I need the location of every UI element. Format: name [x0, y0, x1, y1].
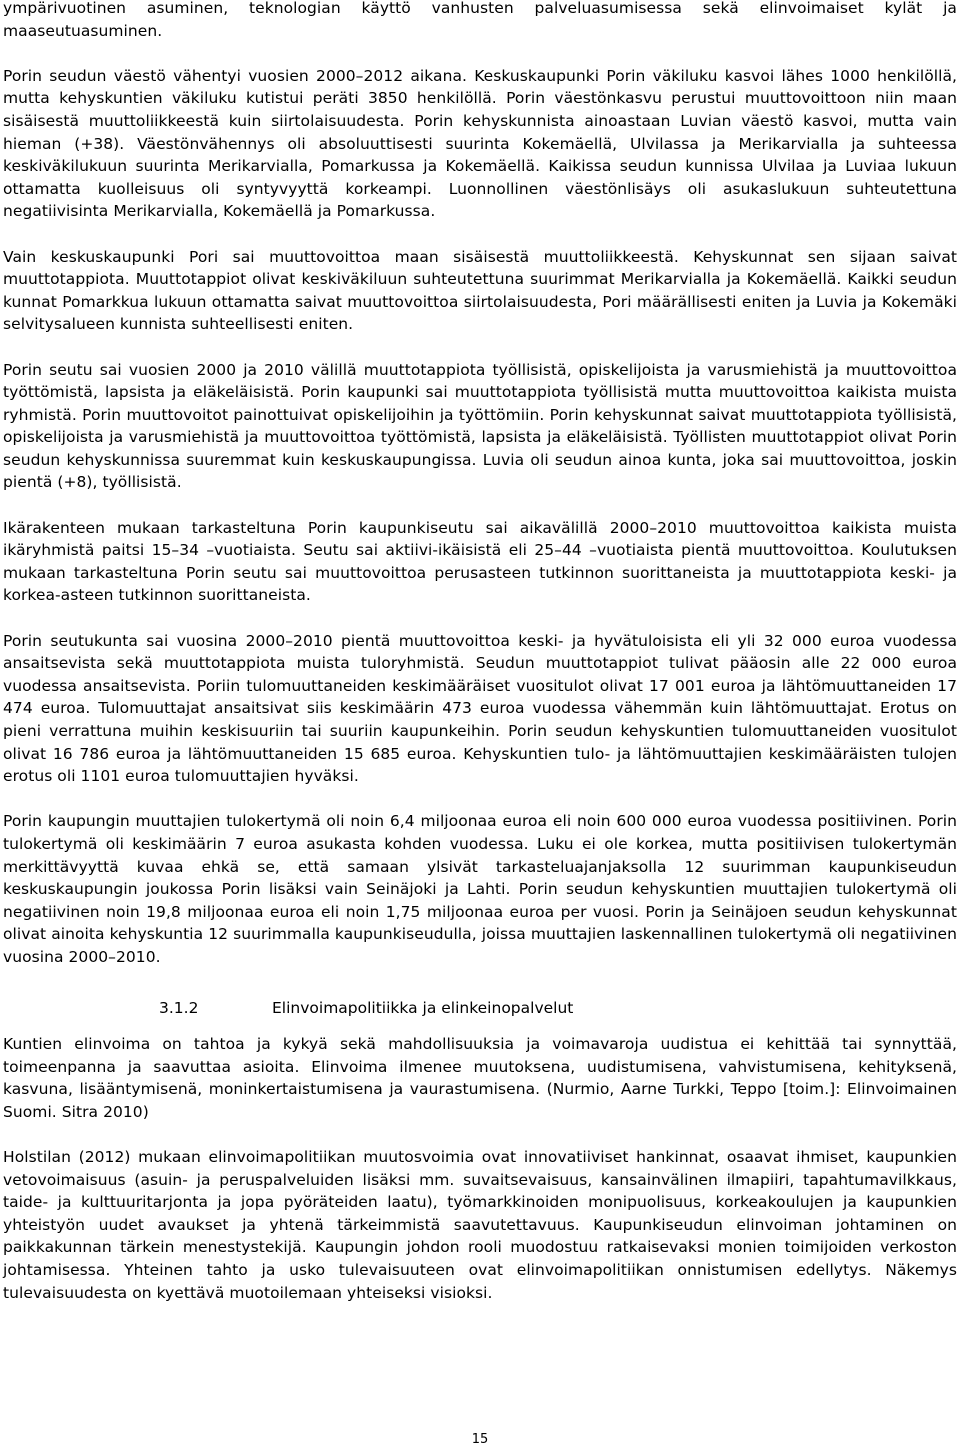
page-number: 15 [471, 1432, 489, 1447]
section-title: Elinvoimapolitiikka ja elinkeinopalvelut [272, 998, 574, 1017]
paragraph-population: Porin seudun väestö vähentyi vuosien 2000–2012 aikana. Keskuskaupunki Porin väkiluku kasvoi lähes 1000 henkilöllä, mutta kehyskuntien väkiluku kutistui peräti 3850 henkilöllä. Porin väestönkasvu perustui muuttovoittoon niin maan sisäisestä muuttoliikkeestä kuin siirtolaisuudesta. Porin kehyskunnista ainoastaan Luvian väestö kasvoi, mutta vain hieman (+38). Väestönvähennys oli absoluuttisesti suurinta Kokemäellä, Ulvilassa ja Merikarvialla ja suhteessa keskiväkilukuun suurinta Merikarvialla, Pomarkussa ja Kokemäellä. Kaikissa seudun kunnissa Ulvilaa ja Luviaa lukuun ottamatta kuolleisuus oli syntyvyyttä korkeampi. Luonnollinen väestönlisäys oli asukaslukuun suhteutettuna negatiivisinta Merikarvialla, Kokemäellä ja Pomarkussa. [3, 66, 957, 221]
paragraph-income-accumulation: Porin kaupungin muuttajien tulokertymä oli noin 6,4 miljoonaa euroa eli noin 600 000 euroa vuodessa positiivinen. Porin tulokertymä oli keskimäärin 7 euroa asukasta kohden vuodessa. Luku ei ole korkea, mutta positiivisen tulokertymän merkittävyyttä kuvaa ehkä se, että samaan ylsivät tarkasteluajanjaksolla 12 suurimman kaupunkiseudun keskuskaupungin joukossa Porin lisäksi vain Seinäjoki ja Lahti. Porin seudun kehyskuntien muuttajien tulokertymä oli negatiivinen noin 19,8 miljoonaa euroa eli noin 1,75 miljoonaa euroa per vuosi. Porin ja Seinäjoen seudun kehyskunnat olivat ainoita kehyskuntia 12 suurimmalla kaupunkiseudulla, joissa muuttajien laskennallinen tulokertymä oli negatiivinen vuosina 2000–2010. [3, 812, 957, 966]
paragraph-vitality-policy: Holstilan (2012) mukaan elinvoimapolitiikan muutosvoimia ovat innovatiiviset hankinnat, osaavat ihmiset, kaupunkien vetovoimaisuus (asuin- ja peruspalveluiden lisäksi mm. suvaitsevaisuus, kansainvälinen ilmapiiri, tapahtumavilkkaus, taide- ja kulttuuritarjonta ja jopa pyöräteiden laatu), työmarkkinoiden monipuolisuus, korkeakoulujen ja kaupunkien yhteistyön uudet avaukset ja yhtenä tärkeimmistä saavutettavuus. Kaupunkiseudun elinvoiman johtaminen on paikkakunnan tärkein menestystekijä. Kaupungin johdon rooli muodostuu ratkaisevaksi monien toimijoiden verkoston johtamisessa. Yhteinen tahto ja usko tulevaisuuteen ovat elinvoimapolitiikan onnistumisen edellytys. Näkemys tulevaisuudesta on kyettävä muotoilemaan yhteiseksi visioksi. [3, 1148, 957, 1302]
paragraph-employment-migration: Porin seutu sai vuosien 2000 ja 2010 välillä muuttotappiota työllisistä, opiskelijoista ja varusmiehistä ja muuttovoittoa työttömistä, lapsista ja eläkeläisistä. Porin kaupunki sai muuttotappiota työllisistä mutta muuttovoittoa kaikista muista ryhmistä. Porin muuttovoitot painottuivat opiskelijoihin ja työttömiin. Porin kehyskunnat saivat muuttotappiota työllisistä, opiskelijoista ja varusmiehistä ja muuttovoittoa työttömistä, lapsista ja eläkeläisistä. Työllisten muuttotappiot olivat Porin seudun kehyskunnissa suuremmat kuin keskuskaupungissa. Luvia oli seudun ainoa kunta, joka sai muuttovoittoa, joskin pientä (+8), työllisistä. [3, 360, 957, 492]
paragraph-age-structure: Ikärakenteen mukaan tarkasteltuna Porin kaupunkiseutu sai aikavälillä 2000–2010 muuttovoittoa kaikista muista ikäryhmistä paitsi 15–34 –vuotiaista. Seutu sai aktiivi-ikäisistä eli 25–44 –vuotiaista pientä muuttovoittoa. Koulutuksen mukaan tarkasteltuna Porin seutu sai muuttovoittoa perusasteen tutkinnon suorittaneista ja muuttotappiota keski- ja korkea-asteen tutkinnon suorittaneista. [3, 518, 957, 605]
section-heading [3, 997, 957, 1020]
paragraph-vitality-definition: Kuntien elinvoima on tahtoa ja kykyä sekä mahdollisuuksia ja voimavaroja uudistua ei kehittää tai synnyttää, toimeenpanna ja saavuttaa asioita. Elinvoima ilmenee muutoksena, uudistumisena, vahvistumisena, kehityksenä, kasvuna, lisääntymisenä, moninkertaistumisena ja vaurastumisena. (Nurmio, Aarne Turkki, Teppo [toim.]: Elinvoimainen Suomi. Sitra 2010) [3, 1035, 957, 1121]
section-number: 3.1.2 [159, 998, 199, 1017]
paragraph-income-groups: Porin seutukunta sai vuosina 2000–2010 pientä muuttovoittoa keski- ja hyvätuloisista eli yli 32 000 euroa vuodessa ansaitsevista sekä muuttotappiota muista tuloryhmistä. Seudun muuttotappiot tulivat pääosin alle 22 000 euroa vuodessa ansaitsevista. Poriin tulomuuttaneiden keskimääräiset vuositulot olivat 17 001 euroa ja lähtömuuttaneiden 17 474 euroa. Tulomuuttajat ansaitsivat siis keskimäärin 473 euroa vuodessa vähemmän kuin lähtömuuttajat. Erotus on pieni verrattuna muihin keskisuuriin tai suuriin kaupunkeihin. Porin seudun kehyskuntien tulomuuttaneiden vuositulot olivat 16 786 euroa ja lähtömuuttaneiden 15 685 euroa. Kehyskuntien tulo- ja lähtömuuttajien keskimääräisten tulojen erotus oli 1101 euroa tulomuuttajien hyväksi. [3, 631, 957, 786]
paragraph-intro-continuation: ympärivuotinen asuminen, teknologian käyttö vanhusten palveluasumisessa sekä elinvoimaiset kylät ja maaseutuasuminen. [3, 0, 957, 40]
paragraph-migration-gain: Vain keskuskaupunki Pori sai muuttovoittoa maan sisäisestä muuttoliikkeestä. Kehyskunnat sen sijaan saivat muuttotappiota. Muuttotappiot olivat keskiväkiluun suhteutettuna suurimmat Merikarvialla ja Kokemäellä. Kaikki seudun kunnat Pomarkkua lukuun ottamatta saivat muuttovoittoa siirtolaisuudesta, Pori määrällisesti eniten ja Luvia ja Kokemäki selvitysalueen kunnista suhteellisesti eniten. [3, 247, 957, 334]
document-page [3, 0, 957, 1304]
